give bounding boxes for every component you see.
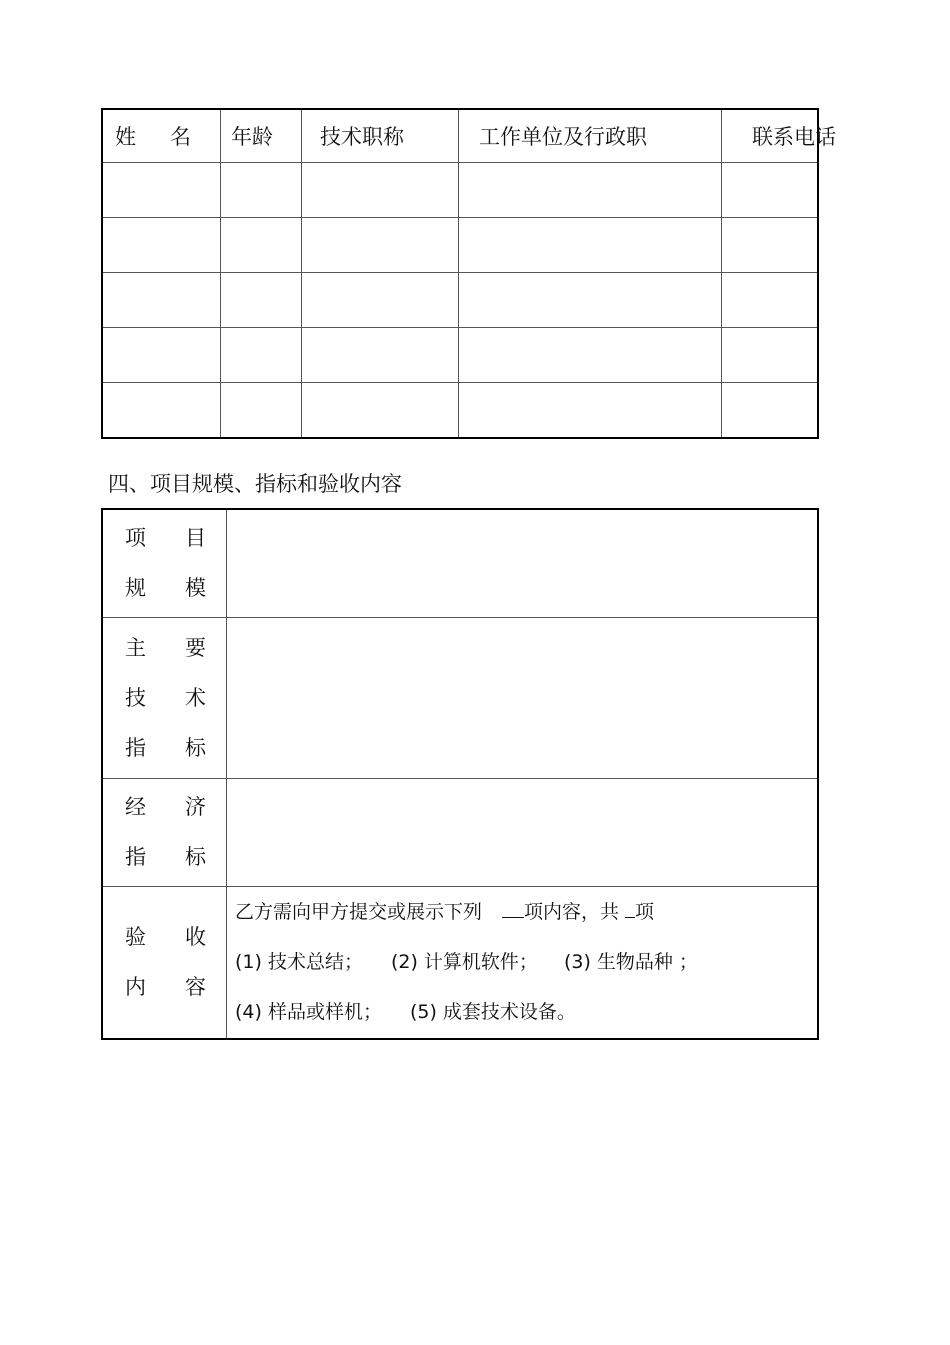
total-count-blank[interactable] (625, 899, 635, 918)
label-char: 规 (125, 576, 146, 601)
table-row (102, 328, 818, 383)
row-project-scale (102, 509, 818, 617)
label-line (103, 623, 226, 673)
label-char: 济 (185, 795, 206, 819)
label-char: 内 (125, 975, 146, 1000)
header-age: 年龄 (221, 109, 302, 163)
table-row (102, 163, 818, 218)
row-economic-indicators (102, 778, 818, 886)
section-title: 四、项目规模、指标和验收内容 (108, 472, 402, 496)
content-economic-indicators[interactable] (227, 778, 819, 886)
cell[interactable] (302, 273, 459, 328)
label-main-tech-indicators (102, 617, 227, 778)
header-name (102, 109, 221, 163)
cell[interactable] (221, 328, 302, 383)
table-row (102, 383, 818, 439)
cell[interactable] (459, 328, 722, 383)
header-name-char1: 姓 (115, 125, 136, 149)
cell[interactable] (102, 218, 221, 273)
acceptance-item-1: (1) 技术总结； (235, 951, 363, 974)
cell[interactable] (302, 328, 459, 383)
label-line (103, 832, 226, 882)
label-line (103, 782, 226, 832)
acceptance-line-2 (235, 937, 817, 987)
cell[interactable] (722, 383, 819, 439)
label-char: 指 (125, 735, 146, 760)
label-char: 验 (125, 925, 146, 950)
header-name-char2: 名 (170, 125, 191, 149)
header-title: 技术职称 (302, 109, 459, 163)
label-line (103, 962, 226, 1012)
label-line (103, 673, 226, 723)
acceptance-line-1 (235, 887, 817, 937)
acceptance-intro-mid: 项内容，共 (524, 901, 620, 924)
label-char: 容 (185, 975, 206, 1000)
personnel-header-row (102, 109, 818, 163)
cell[interactable] (459, 383, 722, 439)
label-char: 项 (125, 526, 146, 551)
cell[interactable] (102, 383, 221, 439)
cell[interactable] (221, 163, 302, 218)
cell[interactable] (459, 218, 722, 273)
label-char: 经 (125, 795, 146, 819)
personnel-table (101, 108, 836, 439)
cell[interactable] (722, 273, 819, 328)
label-project-scale (102, 509, 227, 617)
acceptance-item-5: (5) 成套技术设备。 (409, 1001, 576, 1024)
cell[interactable] (459, 273, 722, 328)
acceptance-item-4: (4) 样品或样机； (235, 1001, 382, 1024)
cell[interactable] (221, 273, 302, 328)
label-char: 标 (185, 735, 206, 760)
cell[interactable] (221, 218, 302, 273)
acceptance-line-3 (235, 987, 817, 1037)
cell[interactable] (302, 163, 459, 218)
acceptance-item-2: (2) 计算机软件； (390, 951, 538, 974)
content-project-scale[interactable] (227, 509, 819, 617)
acceptance-intro: 乙方需向甲方提交或展示下列 (235, 901, 483, 924)
cell[interactable] (459, 163, 722, 218)
label-char: 主 (125, 635, 146, 660)
content-main-tech-indicators[interactable] (227, 617, 819, 778)
cell[interactable] (102, 163, 221, 218)
cell[interactable] (722, 218, 819, 273)
label-line (103, 563, 226, 613)
label-economic-indicators (102, 778, 227, 886)
header-phone: 联系电话 (722, 109, 819, 163)
acceptance-item-3: (3) 生物品种 ； (563, 951, 698, 974)
label-char: 目 (185, 526, 206, 551)
cell[interactable] (221, 383, 302, 439)
label-line (103, 513, 226, 563)
row-acceptance (102, 886, 818, 1039)
content-acceptance (227, 886, 819, 1039)
table-row (102, 218, 818, 273)
label-char: 术 (185, 685, 206, 710)
label-char: 收 (185, 925, 206, 950)
item-count-blank[interactable] (502, 899, 524, 918)
label-line (103, 723, 226, 773)
cell[interactable] (722, 328, 819, 383)
label-line (103, 912, 226, 962)
project-table (101, 508, 819, 1040)
label-char: 技 (125, 685, 146, 710)
header-workplace: 工作单位及行政职 (459, 109, 722, 163)
label-acceptance (102, 886, 227, 1039)
cell[interactable] (102, 328, 221, 383)
acceptance-intro-end: 项 (635, 901, 655, 924)
label-char: 模 (185, 576, 206, 601)
cell[interactable] (302, 218, 459, 273)
cell[interactable] (722, 163, 819, 218)
cell[interactable] (102, 273, 221, 328)
row-main-tech-indicators (102, 617, 818, 778)
cell[interactable] (302, 383, 459, 439)
table-row (102, 273, 818, 328)
label-char: 指 (125, 845, 146, 869)
label-char: 要 (185, 635, 206, 660)
label-char: 标 (185, 845, 206, 869)
